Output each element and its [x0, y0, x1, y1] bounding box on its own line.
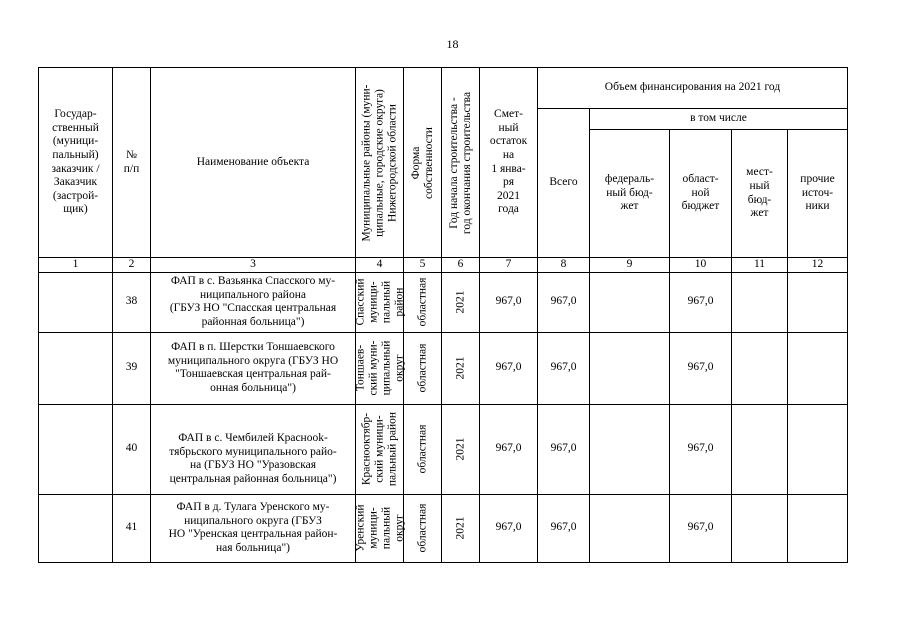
cell-district	[353, 494, 405, 562]
col-number: 1	[39, 258, 113, 273]
cell-regional: 967,0	[670, 404, 732, 494]
cell-district-text: Тоншаев- ский муни- ципальный округ	[353, 340, 405, 396]
cell-federal	[590, 332, 670, 404]
cell-customer	[39, 332, 113, 404]
cell-total: 967,0	[538, 494, 590, 562]
cell-federal	[590, 272, 670, 332]
cell-object-name: ФАП в с. Чембилей Краснook- тябрьского муниципального райо- на (ГБУЗ НО "Уразовская центральная районная больница")	[151, 404, 356, 494]
cell-year-text: 2021	[454, 290, 467, 314]
cell-object-name: ФАП в д. Тулага Уренского му- ниципального округа (ГБУЗ НО "Уренская центральная район- ная больница")	[151, 494, 356, 562]
cell-ownership-text: областная	[416, 503, 429, 553]
table-row	[39, 494, 848, 562]
cell-customer	[39, 272, 113, 332]
cell-district-text: Уренский муници- пальный округ	[353, 504, 405, 552]
cell-total: 967,0	[538, 332, 590, 404]
header-num: № п/п	[113, 68, 151, 258]
col-number: 10	[670, 258, 732, 273]
cell-local	[732, 494, 788, 562]
header-customer: Государ- ственный (муници- пальный) заказчик / Заказчик (застрой- щик)	[39, 68, 113, 258]
cell-other	[788, 332, 848, 404]
table-row	[39, 272, 848, 332]
cell-federal	[590, 404, 670, 494]
cell-ownership	[404, 272, 442, 332]
col-number: 4	[356, 258, 404, 273]
header-regional: област- ной бюджет	[670, 130, 732, 258]
cell-num: 40	[113, 404, 151, 494]
table-row	[39, 404, 848, 494]
cell-year-text: 2021	[454, 356, 467, 380]
cell-local	[732, 404, 788, 494]
col-number: 9	[590, 258, 670, 273]
header-ownership	[404, 68, 442, 258]
cell-federal	[590, 494, 670, 562]
cell-year-text: 2021	[454, 516, 467, 540]
header-total: Всего	[538, 109, 590, 258]
col-number: 7	[480, 258, 538, 273]
col-number: 2	[113, 258, 151, 273]
header-object-name: Наименование объекта	[151, 68, 356, 258]
col-number: 12	[788, 258, 848, 273]
header-funding: Объем финансирования на 2021 год	[538, 68, 848, 109]
header-other: прочие источ- ники	[788, 130, 848, 258]
cell-total: 967,0	[538, 404, 590, 494]
cell-other	[788, 404, 848, 494]
cell-other	[788, 272, 848, 332]
cell-district-text: Краснооктябр- ский муници- пальный район	[360, 411, 398, 487]
cell-num: 39	[113, 332, 151, 404]
cell-regional: 967,0	[670, 494, 732, 562]
col-number: 11	[732, 258, 788, 273]
header-ownership-text: Форма собственности	[409, 126, 435, 199]
cell-ownership	[404, 494, 442, 562]
cell-year	[442, 494, 480, 562]
cell-ownership-text: областная	[416, 343, 429, 393]
col-number: 6	[442, 258, 480, 273]
cell-district	[353, 332, 405, 404]
cell-ownership-text: областная	[416, 277, 429, 327]
page-number: 18	[446, 37, 459, 51]
header-district-text: Муниципальные районы (муни- ципальные, городские округа) Нижегородской области	[360, 83, 398, 242]
cell-customer	[39, 404, 113, 494]
cell-customer	[39, 494, 113, 562]
cell-estimate: 967,0	[480, 404, 538, 494]
cell-local	[732, 332, 788, 404]
col-number: 5	[404, 258, 442, 273]
header-federal: федераль- ный бюд- жет	[590, 130, 670, 258]
cell-estimate: 967,0	[480, 332, 538, 404]
cell-regional: 967,0	[670, 332, 732, 404]
header-district	[356, 68, 404, 258]
cell-district-text: Спасский муници- пальный район	[353, 278, 405, 326]
header-years	[442, 68, 480, 258]
cell-ownership	[404, 332, 442, 404]
cell-num: 41	[113, 494, 151, 562]
column-number-row	[39, 258, 848, 273]
header-local: мест- ный бюд- жет	[732, 130, 788, 258]
cell-ownership-text: областная	[416, 424, 429, 474]
header-estimate: Смет- ный остаток на 1 янва- ря 2021 года	[480, 68, 538, 258]
cell-object-name: ФАП в с. Вазьянка Спасского му- ниципального района (ГБУЗ НО "Спасская центральная районная больница")	[151, 272, 356, 332]
header-including: в том числе	[590, 109, 848, 130]
cell-num: 38	[113, 272, 151, 332]
col-number: 8	[538, 258, 590, 273]
cell-ownership	[404, 404, 442, 494]
cell-regional: 967,0	[670, 272, 732, 332]
cell-year	[442, 272, 480, 332]
table-row	[39, 332, 848, 404]
cell-object-name: ФАП в п. Шерстки Тоншаевского муниципального округа (ГБУЗ НО "Тоншаевская центральная рай- онная больница")	[151, 332, 356, 404]
cell-year	[442, 332, 480, 404]
cell-year-text: 2021	[454, 437, 467, 461]
cell-other	[788, 494, 848, 562]
header-years-text: Год начала строительства - год окончания строительства	[447, 91, 473, 234]
cell-local	[732, 272, 788, 332]
col-number: 3	[151, 258, 356, 273]
cell-year	[442, 404, 480, 494]
financing-table	[38, 67, 848, 563]
cell-estimate: 967,0	[480, 494, 538, 562]
cell-district	[353, 272, 405, 332]
cell-estimate: 967,0	[480, 272, 538, 332]
cell-total: 967,0	[538, 272, 590, 332]
cell-district	[356, 404, 404, 494]
